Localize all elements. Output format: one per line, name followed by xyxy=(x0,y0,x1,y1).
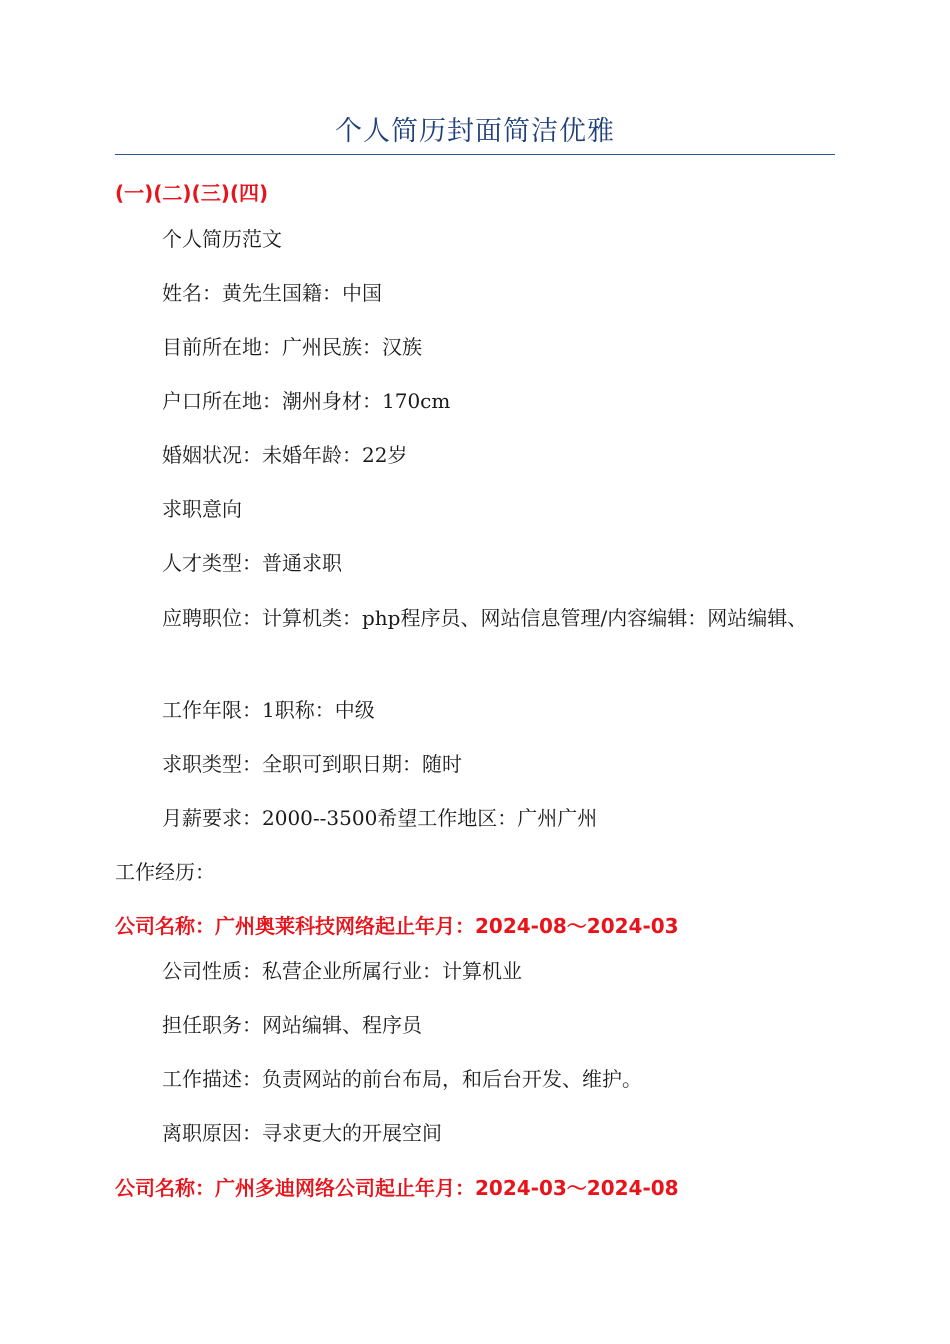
document-title: 个人简历封面简洁优雅 xyxy=(335,116,615,147)
applied-position: 应聘职位：计算机类：php程序员、网站信息管理/内容编辑：网站编辑、 xyxy=(162,606,808,630)
marital-age: 婚姻状况：未婚年龄：22岁 xyxy=(162,443,408,467)
company-nature-industry: 公司性质：私营企业所属行业：计算机业 xyxy=(162,959,522,983)
job-type-availability: 求职类型：全职可到职日期：随时 xyxy=(162,752,462,776)
name-nationality: 姓名：黄先生国籍：中国 xyxy=(162,281,382,305)
work-years-title: 工作年限：1职称：中级 xyxy=(162,698,375,722)
company-2-heading: 公司名称：广州多迪网络公司起止年月：2024-03～2024-08 xyxy=(115,1176,679,1200)
company-1-heading: 公司名称：广州奥莱科技网络起止年月：2024-08～2024-03 xyxy=(115,914,679,938)
salary-work-area: 月薪要求：2000--3500希望工作地区：广州广州 xyxy=(162,806,598,830)
talent-type: 人才类型：普通求职 xyxy=(162,551,342,575)
title-underline xyxy=(115,154,835,155)
job-intent-heading: 求职意向 xyxy=(162,497,242,521)
resume-heading: 个人简历范文 xyxy=(162,227,282,251)
leaving-reason: 离职原因：寻求更大的开展空间 xyxy=(162,1121,442,1145)
location-ethnicity: 目前所在地：广州民族：汉族 xyxy=(162,335,422,359)
section-index: (一)(二)(三)(四) xyxy=(115,181,269,205)
position-held: 担任职务：网站编辑、程序员 xyxy=(162,1013,422,1037)
hukou-height: 户口所在地：潮州身材：170cm xyxy=(162,389,451,413)
job-description: 工作描述：负责网站的前台布局，和后台开发、维护。 xyxy=(162,1067,642,1091)
work-experience-heading: 工作经历： xyxy=(115,860,215,884)
